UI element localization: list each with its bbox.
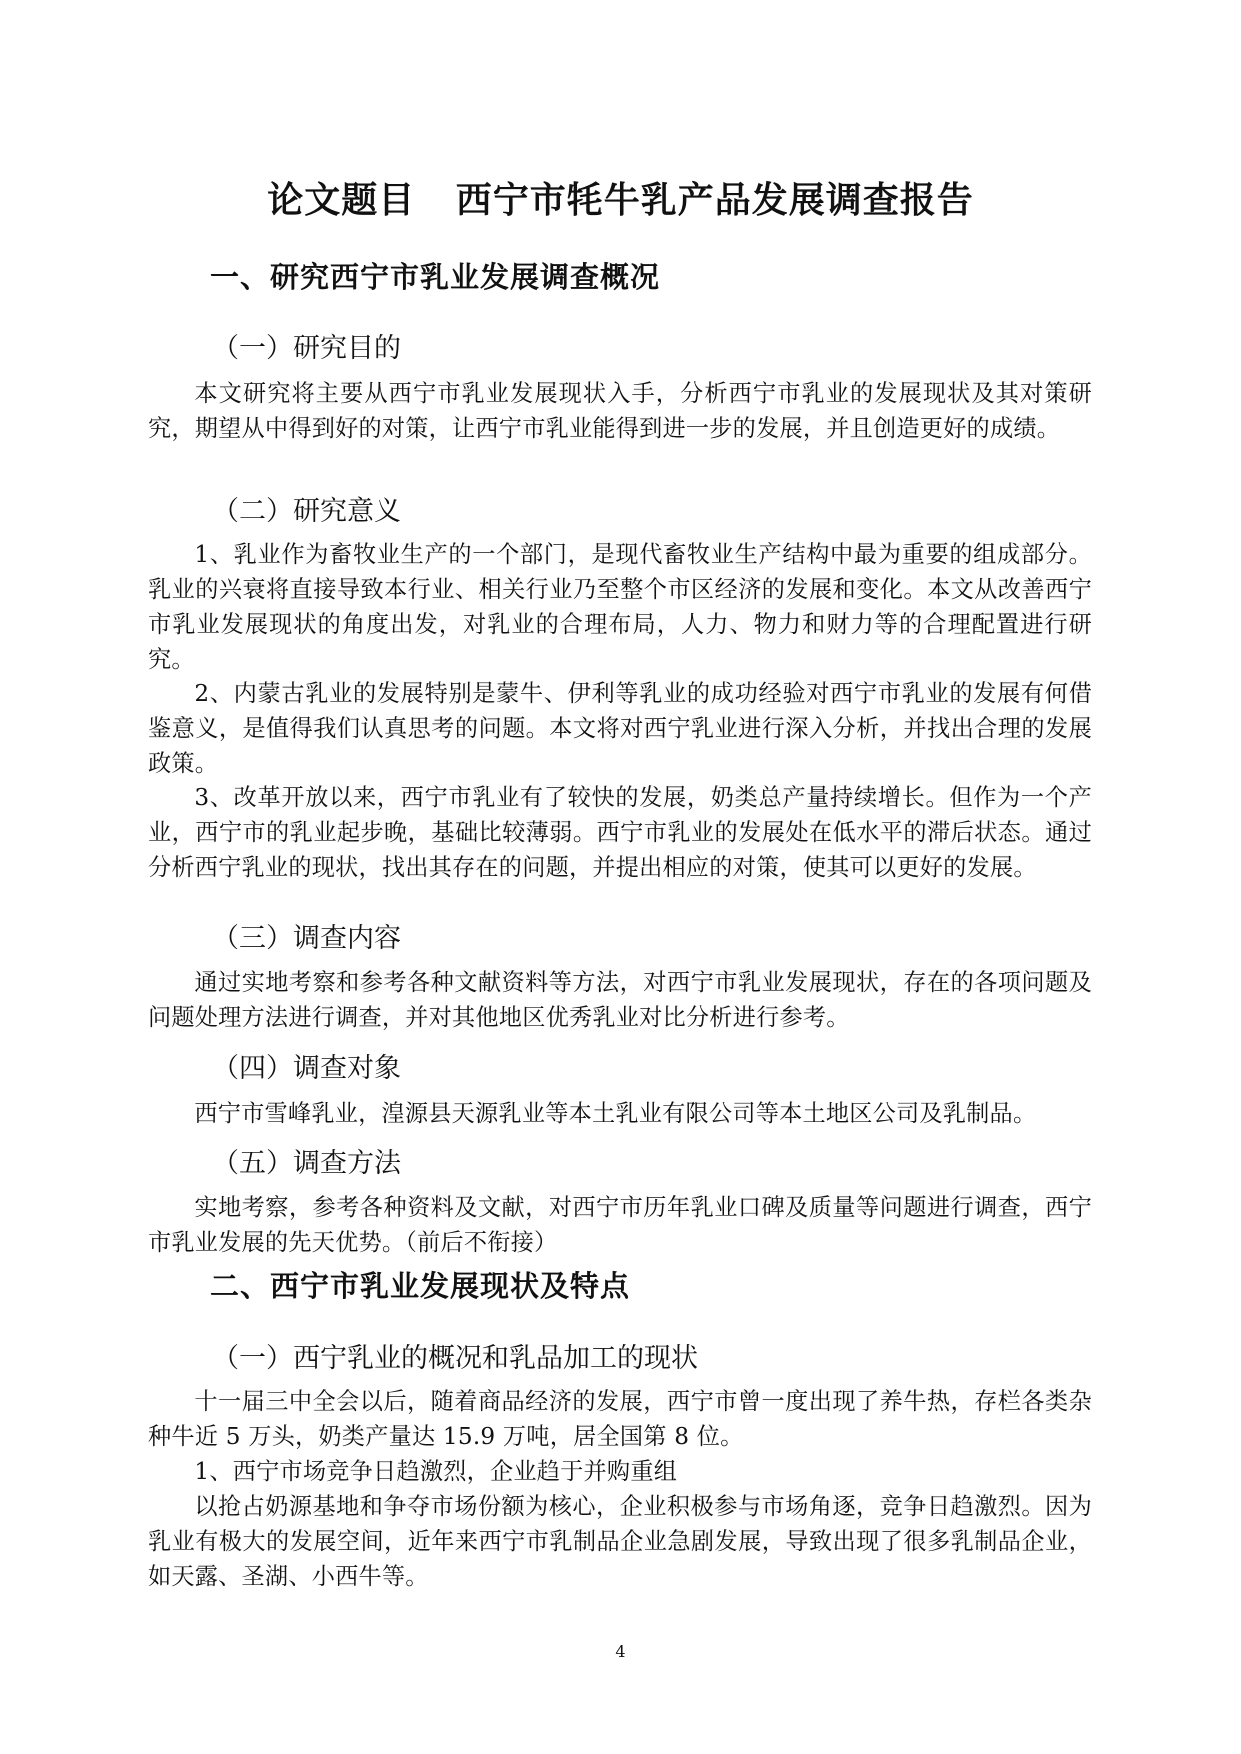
research-purpose-paragraph: 本文研究将主要从西宁市乳业发展现状入手，分析西宁市乳业的发展现状及其对策研究，期望从中得到好的对策，让西宁市乳业能得到进一步的发展，并且创造更好的成绩。 xyxy=(148,380,1092,442)
dairy-overview-paragraph-3: 以抢占奶源基地和争夺市场份额为核心，企业积极参与市场角逐，竞争日趋激烈。因为乳业有极大的发展空间，近年来西宁市乳制品企业急剧发展，导致出现了很多乳制品企业，如天露、圣湖、小西牛等。 xyxy=(148,1493,1092,1590)
significance-paragraph-2: 2、内蒙古乳业的发展特别是蒙牛、伊利等乳业的成功经验对西宁市乳业的发展有何借鉴意义，是值得我们认真思考的问题。本文将对西宁乳业进行深入分析，并找出合理的发展政策。 xyxy=(148,680,1092,777)
subsection-research-significance-heading: （二）研究意义 xyxy=(212,496,401,527)
subsection-survey-method-heading: （五）调查方法 xyxy=(212,1148,401,1179)
subsection-research-purpose-heading: （一）研究目的 xyxy=(212,333,401,364)
survey-method-paragraph: 实地考察，参考各种资料及文献，对西宁市历年乳业口碑及质量等问题进行调查，西宁市乳业发展的先天优势。（前后不衔接） xyxy=(148,1194,1092,1256)
subsection-survey-content-heading: （三）调查内容 xyxy=(212,923,401,954)
dairy-overview-paragraph-2: 1、西宁市场竞争日趋激烈，企业趋于并购重组 xyxy=(194,1458,678,1485)
survey-content-paragraph: 通过实地考察和参考各种文献资料等方法，对西宁市乳业发展现状，存在的各项问题及问题处理方法进行调查，并对其他地区优秀乳业对比分析进行参考。 xyxy=(148,969,1092,1031)
paper-title: 论文题目 西宁市牦牛乳产品发展调查报告 xyxy=(267,179,974,221)
significance-paragraph-3: 3、改革开放以来，西宁市乳业有了较快的发展，奶类总产量持续增长。但作为一个产业，西宁市的乳业起步晚，基础比较薄弱。西宁市乳业的发展处在低水平的滞后状态。通过分析西宁乳业的现状，找出其存在的问题，并提出相应的对策，使其可以更好的发展。 xyxy=(148,784,1092,881)
subsection-dairy-overview-heading: （一）西宁乳业的概况和乳品加工的现状 xyxy=(212,1343,698,1374)
significance-paragraph-1: 1、乳业作为畜牧业生产的一个部门，是现代畜牧业生产结构中最为重要的组成部分。乳业的兴衰将直接导致本行业、相关行业乃至整个市区经济的发展和变化。本文从改善西宁市乳业发展现状的角度出发，对乳业的合理布局，人力、物力和财力等的合理配置进行研究。 xyxy=(148,541,1092,673)
page-number: 4 xyxy=(615,1642,626,1661)
section-2-heading: 二、西宁市乳业发展现状及特点 xyxy=(210,1269,631,1303)
subsection-survey-target-heading: （四）调查对象 xyxy=(212,1053,401,1084)
section-1-heading: 一、研究西宁市乳业发展调查概况 xyxy=(210,260,661,294)
dairy-overview-paragraph-1: 十一届三中全会以后，随着商品经济的发展，西宁市曾一度出现了养牛热，存栏各类杂种牛近 5 万头，奶类产量达 15.9 万吨，居全国第 8 位。 xyxy=(148,1388,1092,1450)
survey-target-paragraph: 西宁市雪峰乳业，湟源县天源乳业等本土乳业有限公司等本土地区公司及乳制品。 xyxy=(194,1100,1037,1127)
